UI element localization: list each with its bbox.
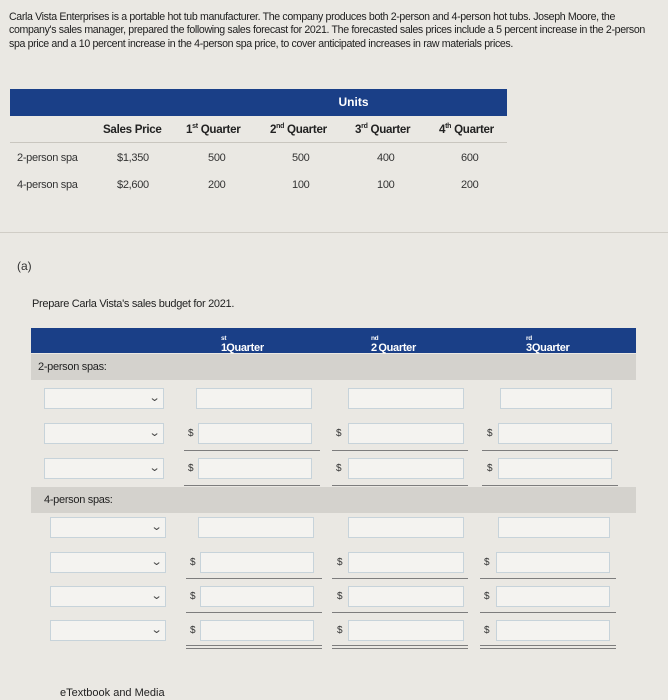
forecast-row-q4: 600 [461, 152, 479, 164]
q2-input[interactable] [348, 586, 464, 607]
q1-input[interactable] [200, 586, 314, 607]
underline [332, 645, 468, 646]
underline [184, 485, 320, 486]
underline [332, 485, 468, 486]
underline [186, 612, 322, 613]
q1-input[interactable] [198, 458, 312, 479]
dollar-sign: $ [190, 591, 196, 602]
dollar-sign: $ [336, 463, 342, 474]
dollar-sign: $ [188, 428, 194, 439]
q1-input[interactable] [200, 620, 314, 641]
q1-input[interactable] [198, 517, 314, 538]
q3-input[interactable] [496, 552, 610, 573]
chevron-down-icon: ⌄ [150, 521, 163, 533]
q2-input[interactable] [348, 388, 464, 409]
section-divider [0, 232, 668, 233]
units-label: Units [338, 95, 369, 109]
underline [332, 450, 468, 451]
row-label-select[interactable] [50, 586, 166, 607]
forecast-q4-header: 4th Quarter [439, 123, 494, 136]
underline [480, 645, 616, 646]
forecast-row-q2: 100 [292, 179, 310, 191]
dollar-sign: $ [190, 625, 196, 636]
chevron-down-icon: ⌄ [148, 427, 161, 439]
forecast-row-q1: 500 [208, 152, 226, 164]
budget-q2-header: 2 $^{nd}$ Quarter [371, 335, 416, 354]
instruction-text: Prepare Carla Vista's sales budget for 2021. [32, 298, 235, 310]
chevron-down-icon: ⌄ [148, 392, 161, 404]
dollar-sign: $ [337, 625, 343, 636]
underline [184, 450, 320, 451]
q3-input[interactable] [498, 423, 612, 444]
underline [480, 578, 616, 579]
underline [186, 578, 322, 579]
underline [186, 645, 322, 646]
forecast-row-price: $2,600 [117, 179, 149, 191]
dollar-sign: $ [190, 557, 196, 568]
underline [332, 578, 468, 579]
double-underline [480, 648, 616, 649]
forecast-row-product: 2-person spa [17, 152, 78, 164]
q2-input[interactable] [348, 620, 464, 641]
forecast-q1-header: 1st Quarter [186, 123, 241, 136]
row-label-select[interactable] [50, 620, 166, 641]
q2-input[interactable] [348, 423, 464, 444]
chevron-down-icon: ⌄ [148, 462, 161, 474]
forecast-q3-header: 3rd Quarter [355, 123, 411, 136]
section-2-person-label: 2-person spas: [38, 361, 107, 373]
forecast-row-product: 4-person spa [17, 179, 78, 191]
underline [482, 450, 618, 451]
q3-input[interactable] [496, 620, 610, 641]
q1-input[interactable] [200, 552, 314, 573]
double-underline [332, 648, 468, 649]
row-label-select[interactable] [44, 458, 164, 479]
double-underline [186, 648, 322, 649]
forecast-header-divider [10, 142, 507, 143]
section-2-person-band [31, 354, 636, 380]
q1-input[interactable] [196, 388, 312, 409]
q3-input[interactable] [500, 388, 612, 409]
q3-input[interactable] [498, 517, 610, 538]
forecast-units-header [10, 89, 507, 116]
q1-input[interactable] [198, 423, 312, 444]
forecast-row-q1: 200 [208, 179, 226, 191]
underline [480, 612, 616, 613]
budget-q1-header: 1 $^{st}$ Quarter [221, 335, 264, 354]
forecast-row-q3: 100 [377, 179, 395, 191]
dollar-sign: $ [484, 625, 490, 636]
row-label-select[interactable] [44, 388, 164, 409]
q3-input[interactable] [498, 458, 612, 479]
underline [482, 485, 618, 486]
problem-intro: Carla Vista Enterprises is a portable hot tub manufacturer. The company produces both 2-person and 4-person hot tubs. Joseph Moore, the company's sales manager, prepared the following sales forecast for 2021. The forecasted sales prices include a 5 percent increase in the 2-person spa price and a 10 percent increase in the 4-person spa price, to cover anticipated increases in raw materials prices. [9, 11, 645, 50]
chevron-down-icon: ⌄ [150, 590, 163, 602]
q2-input[interactable] [348, 552, 464, 573]
forecast-row-price: $1,350 [117, 152, 149, 164]
row-label-select[interactable] [50, 552, 166, 573]
section-4-person-band [31, 487, 636, 513]
sales-price-header: Sales Price [103, 123, 162, 136]
row-label-select[interactable] [44, 423, 164, 444]
section-4-person-label: 4-person spas: [44, 494, 113, 506]
row-label-select[interactable] [50, 517, 166, 538]
dollar-sign: $ [487, 463, 493, 474]
forecast-row-q3: 400 [377, 152, 395, 164]
chevron-down-icon: ⌄ [150, 624, 163, 636]
underline [332, 612, 468, 613]
dollar-sign: $ [188, 463, 194, 474]
forecast-q2-header: 2nd Quarter [270, 123, 327, 136]
forecast-row-q2: 500 [292, 152, 310, 164]
q3-input[interactable] [496, 586, 610, 607]
part-label: (a) [17, 259, 32, 273]
budget-q3-header: 3 $^{rd}$ Quarter [526, 335, 570, 354]
forecast-row-q4: 200 [461, 179, 479, 191]
dollar-sign: $ [487, 428, 493, 439]
chevron-down-icon: ⌄ [150, 556, 163, 568]
dollar-sign: $ [484, 557, 490, 568]
q2-input[interactable] [348, 458, 464, 479]
dollar-sign: $ [337, 591, 343, 602]
budget-header [31, 328, 636, 353]
etextbook-media-link[interactable]: eTextbook and Media [60, 687, 165, 699]
dollar-sign: $ [337, 557, 343, 568]
dollar-sign: $ [336, 428, 342, 439]
dollar-sign: $ [484, 591, 490, 602]
q2-input[interactable] [348, 517, 464, 538]
